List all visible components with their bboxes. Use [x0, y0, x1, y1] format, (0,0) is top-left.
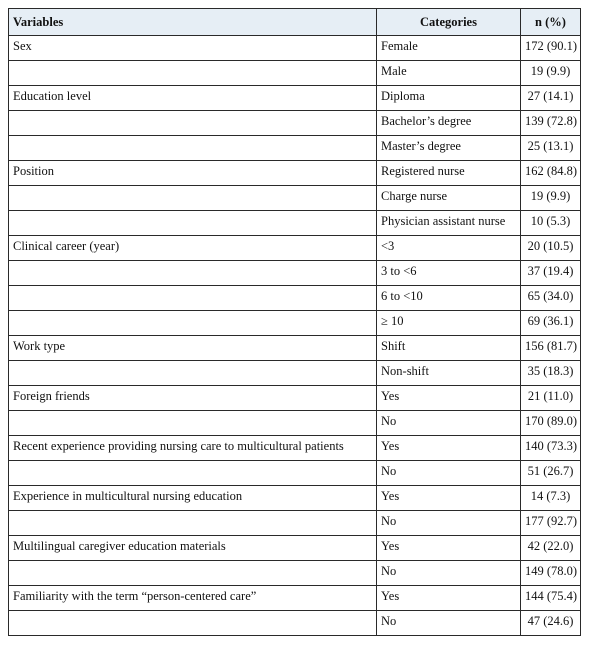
cell-category: Female	[377, 36, 521, 61]
table-row	[9, 486, 581, 511]
cell-category: 3 to <6	[377, 261, 521, 286]
cell-variable	[9, 361, 377, 386]
cell-n-percent: 156 (81.7)	[521, 336, 581, 361]
demographics-table	[8, 8, 581, 636]
cell-category: Shift	[377, 336, 521, 361]
cell-category: 6 to <10	[377, 286, 521, 311]
cell-n-percent: 144 (75.4)	[521, 586, 581, 611]
table-row	[9, 236, 581, 261]
cell-n-percent: 27 (14.1)	[521, 86, 581, 111]
cell-n-percent: 19 (9.9)	[521, 186, 581, 211]
table-row	[9, 411, 581, 436]
cell-n-percent: 177 (92.7)	[521, 511, 581, 536]
table-header	[9, 9, 581, 36]
table-row	[9, 86, 581, 111]
cell-category: Charge nurse	[377, 186, 521, 211]
cell-category: Bachelor’s degree	[377, 111, 521, 136]
cell-n-percent: 65 (34.0)	[521, 286, 581, 311]
cell-n-percent: 35 (18.3)	[521, 361, 581, 386]
cell-category: Yes	[377, 536, 521, 561]
cell-variable: Recent experience providing nursing care to multicultural patients	[9, 436, 377, 461]
cell-category: Yes	[377, 386, 521, 411]
table-row	[9, 386, 581, 411]
table-row	[9, 586, 581, 611]
table-row	[9, 561, 581, 586]
cell-n-percent: 149 (78.0)	[521, 561, 581, 586]
cell-variable: Sex	[9, 36, 377, 61]
table-row	[9, 286, 581, 311]
cell-category: ≥ 10	[377, 311, 521, 336]
cell-n-percent: 37 (19.4)	[521, 261, 581, 286]
cell-category: Male	[377, 61, 521, 86]
cell-n-percent: 20 (10.5)	[521, 236, 581, 261]
table-row	[9, 336, 581, 361]
table-row	[9, 186, 581, 211]
cell-variable	[9, 286, 377, 311]
cell-variable: Work type	[9, 336, 377, 361]
cell-variable	[9, 611, 377, 636]
table-row	[9, 461, 581, 486]
table-row	[9, 361, 581, 386]
cell-n-percent: 25 (13.1)	[521, 136, 581, 161]
table-row	[9, 436, 581, 461]
table-row	[9, 61, 581, 86]
cell-variable	[9, 311, 377, 336]
cell-variable: Familiarity with the term “person-centered care”	[9, 586, 377, 611]
cell-n-percent: 69 (36.1)	[521, 311, 581, 336]
cell-variable	[9, 211, 377, 236]
table-row	[9, 161, 581, 186]
table-row	[9, 36, 581, 61]
cell-category: Diploma	[377, 86, 521, 111]
table-row	[9, 536, 581, 561]
header-n-percent: n (%)	[521, 9, 581, 36]
cell-category: Yes	[377, 436, 521, 461]
cell-variable	[9, 511, 377, 536]
cell-variable: Education level	[9, 86, 377, 111]
cell-category: No	[377, 511, 521, 536]
cell-category: Yes	[377, 586, 521, 611]
cell-variable	[9, 411, 377, 436]
cell-n-percent: 19 (9.9)	[521, 61, 581, 86]
cell-n-percent: 10 (5.3)	[521, 211, 581, 236]
cell-variable: Clinical career (year)	[9, 236, 377, 261]
table-body	[9, 36, 581, 636]
cell-category: No	[377, 411, 521, 436]
table-row	[9, 211, 581, 236]
cell-n-percent: 139 (72.8)	[521, 111, 581, 136]
header-categories: Categories	[377, 9, 521, 36]
table-row	[9, 611, 581, 636]
cell-n-percent: 162 (84.8)	[521, 161, 581, 186]
cell-category: Registered nurse	[377, 161, 521, 186]
cell-n-percent: 140 (73.3)	[521, 436, 581, 461]
cell-variable: Position	[9, 161, 377, 186]
table-row	[9, 136, 581, 161]
cell-category: Master’s degree	[377, 136, 521, 161]
cell-category: No	[377, 611, 521, 636]
table-row	[9, 311, 581, 336]
cell-n-percent: 21 (11.0)	[521, 386, 581, 411]
cell-variable	[9, 136, 377, 161]
cell-variable	[9, 186, 377, 211]
cell-n-percent: 172 (90.1)	[521, 36, 581, 61]
cell-category: Physician assistant nurse	[377, 211, 521, 236]
cell-n-percent: 170 (89.0)	[521, 411, 581, 436]
cell-category: No	[377, 461, 521, 486]
cell-variable	[9, 61, 377, 86]
cell-variable	[9, 111, 377, 136]
cell-category: Non-shift	[377, 361, 521, 386]
cell-variable	[9, 561, 377, 586]
header-variables: Variables	[9, 9, 377, 36]
table-row	[9, 111, 581, 136]
table-row	[9, 511, 581, 536]
header-row	[9, 9, 581, 36]
cell-variable	[9, 261, 377, 286]
cell-category: <3	[377, 236, 521, 261]
cell-category: Yes	[377, 486, 521, 511]
cell-category: No	[377, 561, 521, 586]
cell-variable: Experience in multicultural nursing education	[9, 486, 377, 511]
cell-n-percent: 14 (7.3)	[521, 486, 581, 511]
cell-n-percent: 42 (22.0)	[521, 536, 581, 561]
cell-variable: Foreign friends	[9, 386, 377, 411]
cell-variable	[9, 461, 377, 486]
cell-variable: Multilingual caregiver education materials	[9, 536, 377, 561]
cell-n-percent: 51 (26.7)	[521, 461, 581, 486]
cell-n-percent: 47 (24.6)	[521, 611, 581, 636]
table-row	[9, 261, 581, 286]
